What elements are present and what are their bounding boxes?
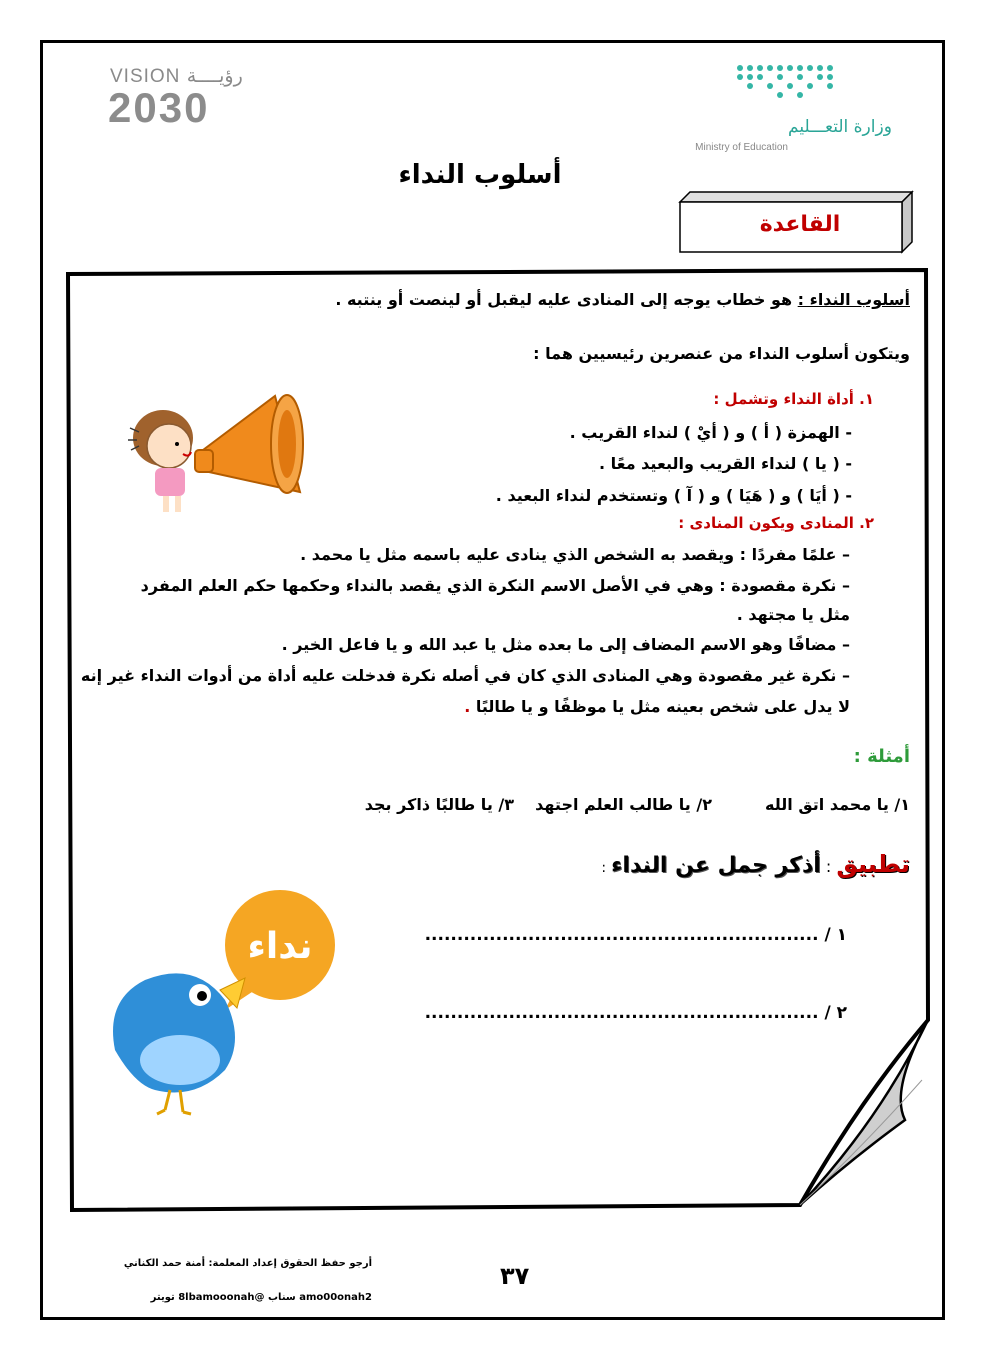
bubble-text: نداء xyxy=(247,926,313,967)
elements-intro: ويتكون أسلوب النداء من عنصرين رئيسيين هما : xyxy=(533,344,910,363)
vision-text: VISION رؤيــــة xyxy=(110,66,243,87)
bird-icon xyxy=(113,973,245,1114)
section1-item: - ( يا ) لنداء القريب والبعيد معًا . xyxy=(599,454,852,473)
rule-label: القاعدة xyxy=(759,212,841,237)
section1-item: - ( أيَا ) و ( هَيَا ) و ( آ ) وتستخدم لنداء البعيد . xyxy=(495,486,852,505)
definition-text: هو خطاب يوجه إلى المنادى عليه ليقبل أو لينصت أو ينتبه . xyxy=(335,290,798,309)
section2-heading: ٢. المنادى ويكون المنادى : xyxy=(678,514,874,532)
vision-year: 2030 xyxy=(108,84,210,131)
answer-line-2[interactable]: ٢ / ............................................................. xyxy=(424,1003,847,1023)
example-item: ٣/ يا طالبًا ذاكر بجد xyxy=(364,795,514,814)
section1-item: - الهمزة ( أ ) و ( أيْ ) لنداء القريب . xyxy=(569,423,852,442)
ministry-dots-icon xyxy=(737,65,833,98)
ministry-name-en: Ministry of Education xyxy=(695,142,788,153)
answer-line-1[interactable]: ١ / ............................................................. xyxy=(424,925,847,945)
definition-term: أسلوب النداء : xyxy=(797,290,910,309)
megaphone-icon xyxy=(195,395,303,493)
ministry-name-ar: وزارة التعـــليم xyxy=(788,117,892,137)
section2-item: – نكرة مقصودة : وهي في الأصل الاسم النكرة الذي يقصد بالنداء وحكمها حكم العلم المفرد xyxy=(140,576,850,595)
practice-prompt: أذكر جمل عن النداء xyxy=(611,853,821,878)
example-item: ٢/ يا طالب العلم اجتهد xyxy=(535,795,712,814)
section2-item: – نكرة غير مقصودة وهي المنادى الذي كان في أصله نكرة فدخلت عليه أداة من أدوات النداء غير إنه xyxy=(80,666,850,685)
section1-heading: ١. أداة النداء وتشمل : xyxy=(713,390,874,408)
footer-credit: أرجو حفظ الحقوق إعداد المعلمة: أمنة حمد الكناني xyxy=(123,1258,372,1269)
ministry-logo xyxy=(680,60,892,160)
girl-icon xyxy=(133,410,193,512)
section2-item: – مضافًا وهو الاسم المضاف إلى ما بعده مثل يا عبد الله و يا فاعل الخير . xyxy=(281,635,850,654)
section2-item: لا يدل على شخص بعينه مثل يا موظفًا و يا طالبًا . xyxy=(464,697,850,716)
footer-contacts: amo00onah2 سناب @8lbamooonah تويتر xyxy=(150,1292,372,1303)
definition-line xyxy=(335,290,910,309)
section2-item: مثل يا مجتهد . xyxy=(736,605,850,624)
section2-item: – علمًا مفردًا : ويقصد به الشخص الذي ينادى عليه باسمه مثل يا محمد . xyxy=(300,545,850,564)
examples-heading: أمثلة : xyxy=(853,746,910,767)
practice-label: تطبيق xyxy=(836,850,910,878)
page-number: ٣٧ xyxy=(500,1262,530,1290)
page-title: أسلوب النداء xyxy=(398,160,562,190)
bird-illustration xyxy=(105,890,345,1120)
girl-megaphone-illustration xyxy=(125,388,320,518)
vision-2030-logo xyxy=(108,62,273,131)
practice-heading: تطبيق : أذكر جمل عن النداء : xyxy=(601,850,910,878)
example-item: ١/ يا محمد اتق الله xyxy=(765,795,910,814)
